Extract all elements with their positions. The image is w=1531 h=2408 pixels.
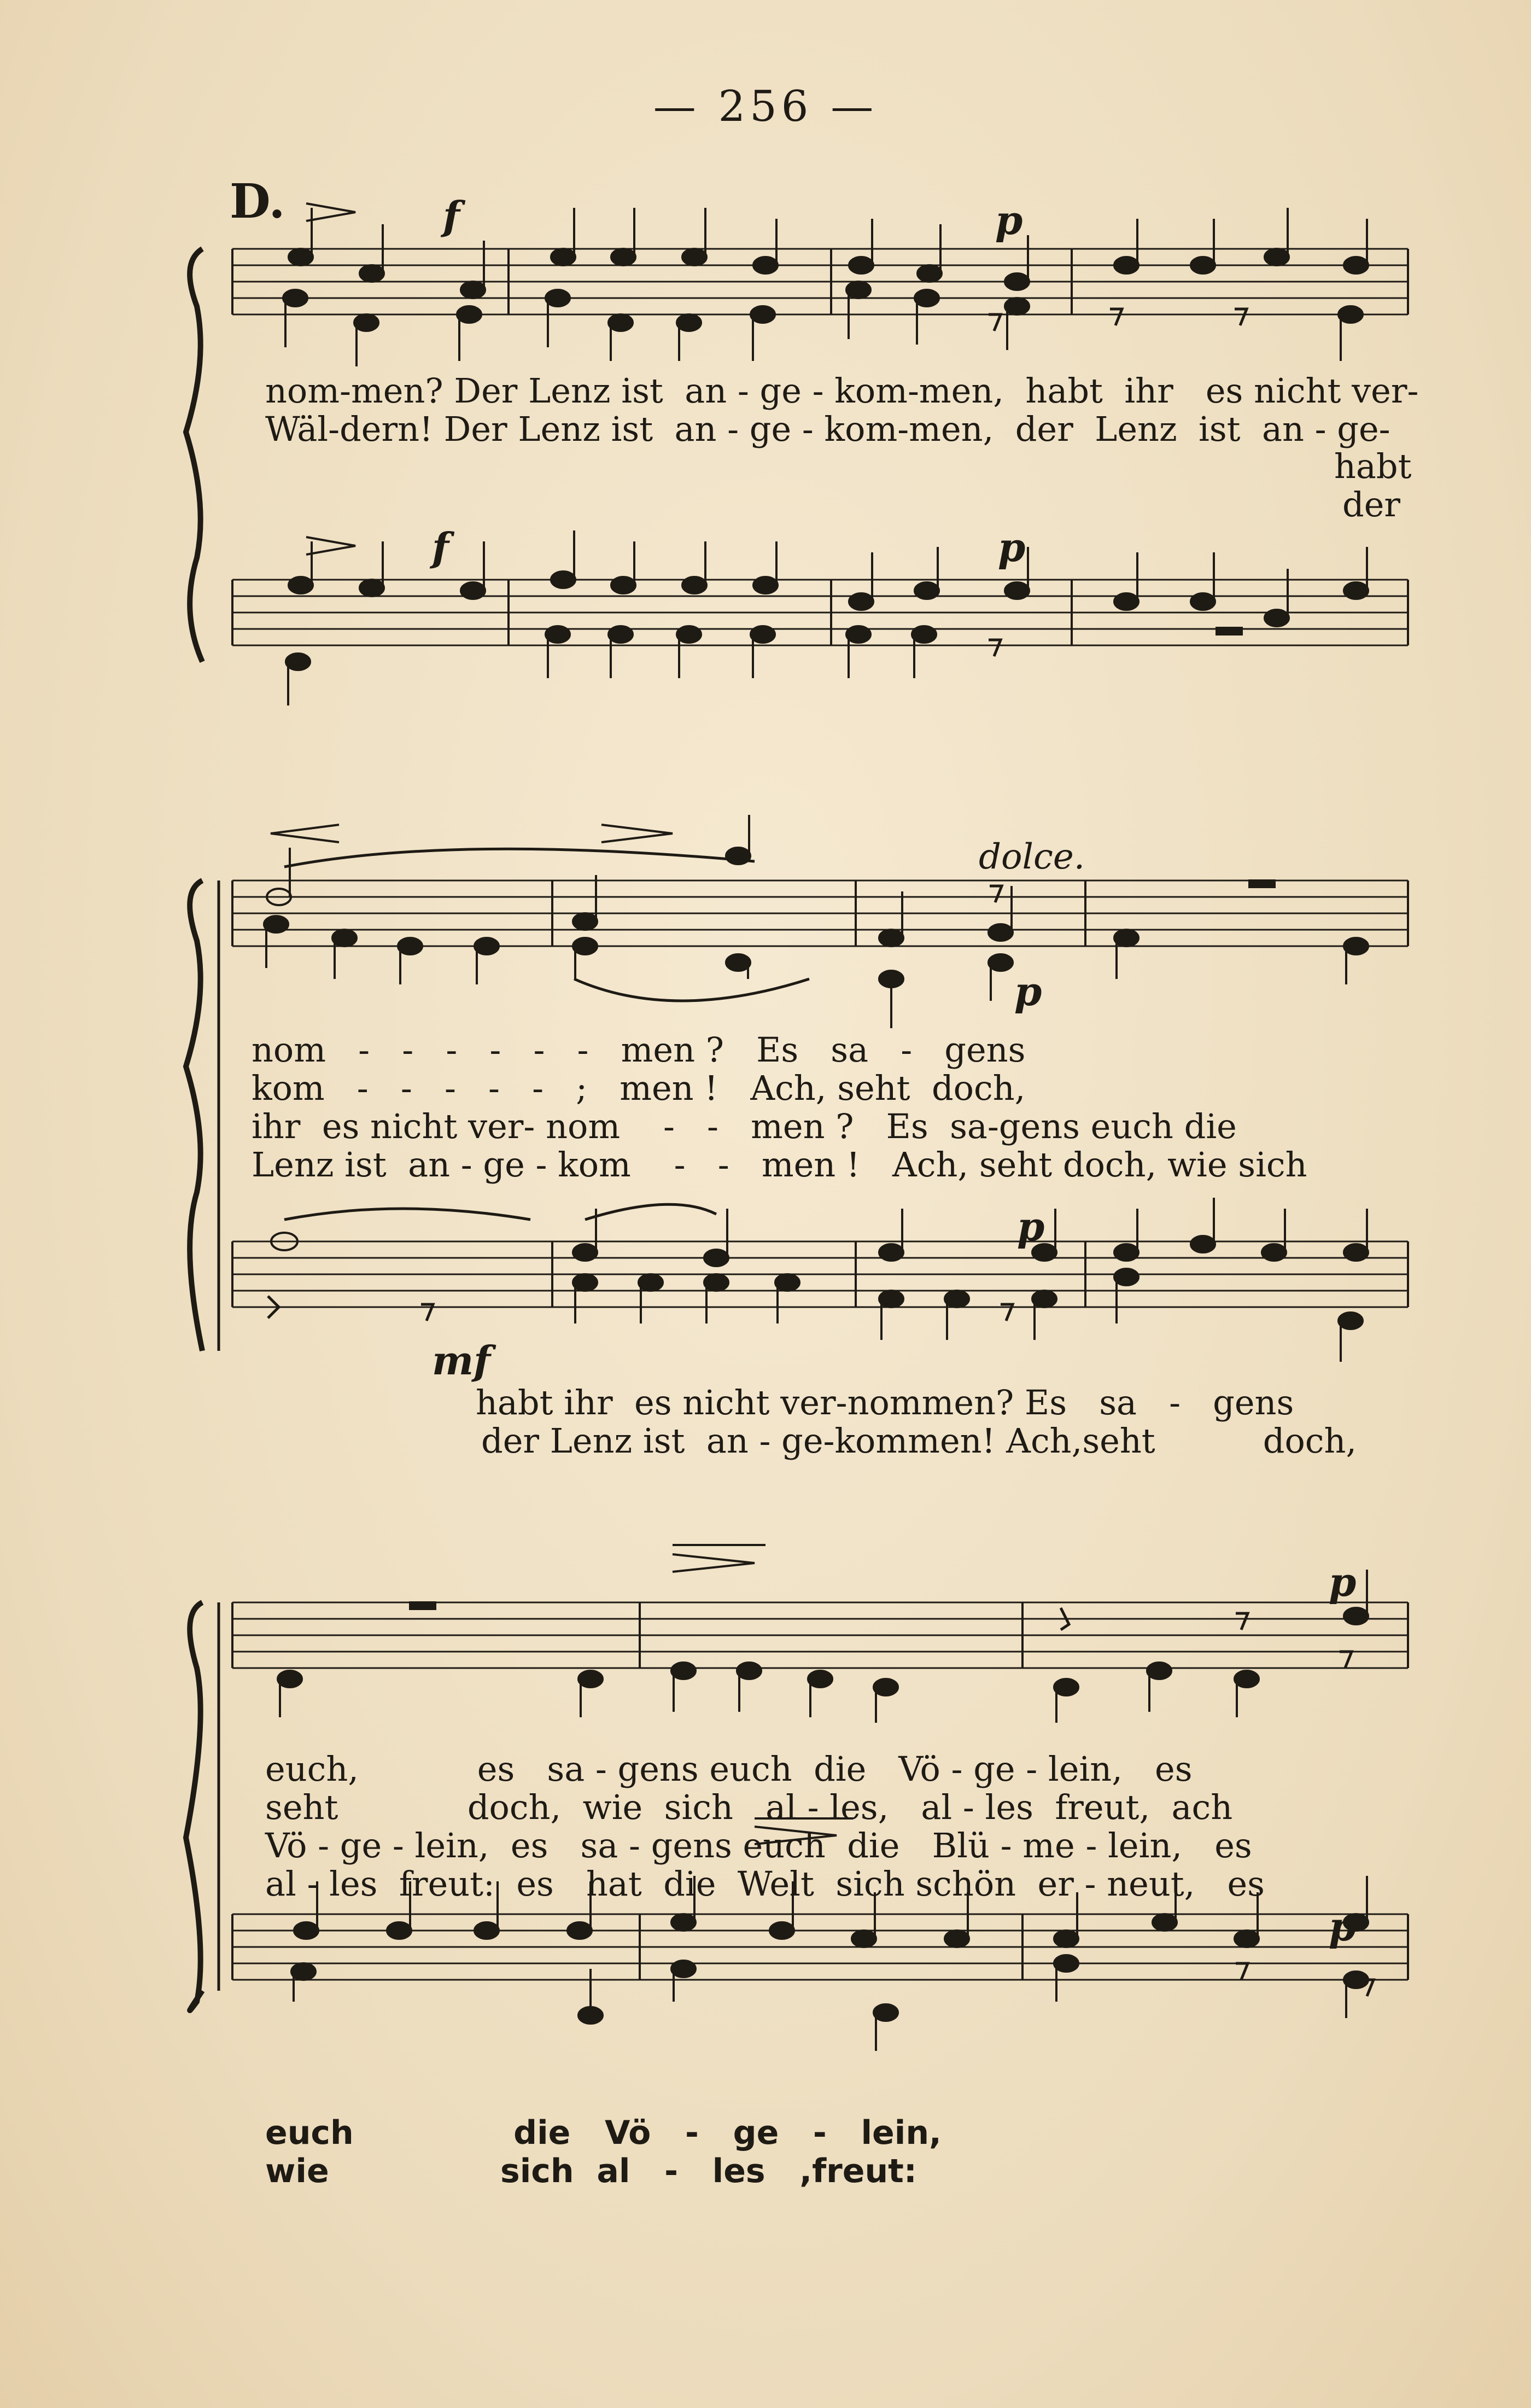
s2-lyric-1: nom - - - - - - men ? Es sa - gens — [252, 1030, 1026, 1070]
dynamic-piano-1: p — [995, 197, 1023, 243]
dynamic-piano-2: p — [998, 524, 1026, 570]
s2-lyric-lower-1: habt ihr es nicht ver-nommen? Es sa - gens — [476, 1383, 1294, 1422]
dynamic-piano-6: p — [1329, 1903, 1357, 1950]
dolce-mark: dolce. — [979, 837, 1085, 877]
s2-lyric-3: ihr es nicht ver- nom - - men ? Es sa-gens euch die — [252, 1106, 1237, 1146]
s1-lyric-1: nom-men? Der Lenz ist an - ge - kom-men, habt ihr es nicht ver- — [265, 371, 1419, 411]
s1-lyric-tail-2: der — [1342, 485, 1401, 524]
s2-lyric-4: Lenz ist an - ge - kom - - men ! Ach, seht doch, wie sich — [252, 1145, 1307, 1185]
s3-lyric-lower-2: wie sich al - les ,freut: — [265, 2152, 917, 2190]
dynamic-piano-3: p — [1014, 968, 1042, 1014]
s2-lyric-2: kom - - - - - ; men ! Ach, seht doch, — [252, 1068, 1026, 1108]
s3-lyric-1: euch, es sa - gens euch die Vö - ge - lein, es — [265, 1749, 1193, 1789]
dynamic-forte-2: f — [432, 524, 449, 570]
dynamic-piano-4: p — [1017, 1203, 1045, 1250]
dynamic-mezzoforte: mf — [432, 1337, 491, 1384]
dynamic-piano-5: p — [1329, 1559, 1357, 1605]
s3-lyric-3: Vö - ge - lein, es sa - gens euch die Blü - me - lein, es — [265, 1826, 1252, 1865]
s3-lyric-lower-1: euch die Vö - ge - lein, — [265, 2114, 942, 2152]
s1-lyric-2: Wäl-dern! Der Lenz ist an - ge - kom-men, der Lenz ist an - ge- — [265, 409, 1390, 449]
s2-lyric-lower-2: der Lenz ist an - ge-kommen! Ach,seht doch, — [481, 1421, 1357, 1461]
rehearsal-mark: D. — [230, 174, 285, 229]
page-number: — 256 — — [653, 82, 878, 131]
s3-lyric-2: seht doch, wie sich al - les, al - les freut, ach — [265, 1787, 1233, 1827]
s1-lyric-tail-1: habt — [1334, 446, 1412, 486]
s3-lyric-4: al - les freut: es hat die Welt sich schön er - neut, es — [265, 1864, 1265, 1904]
system-1-staves — [180, 197, 1438, 722]
dynamic-forte-1: f — [443, 193, 460, 239]
